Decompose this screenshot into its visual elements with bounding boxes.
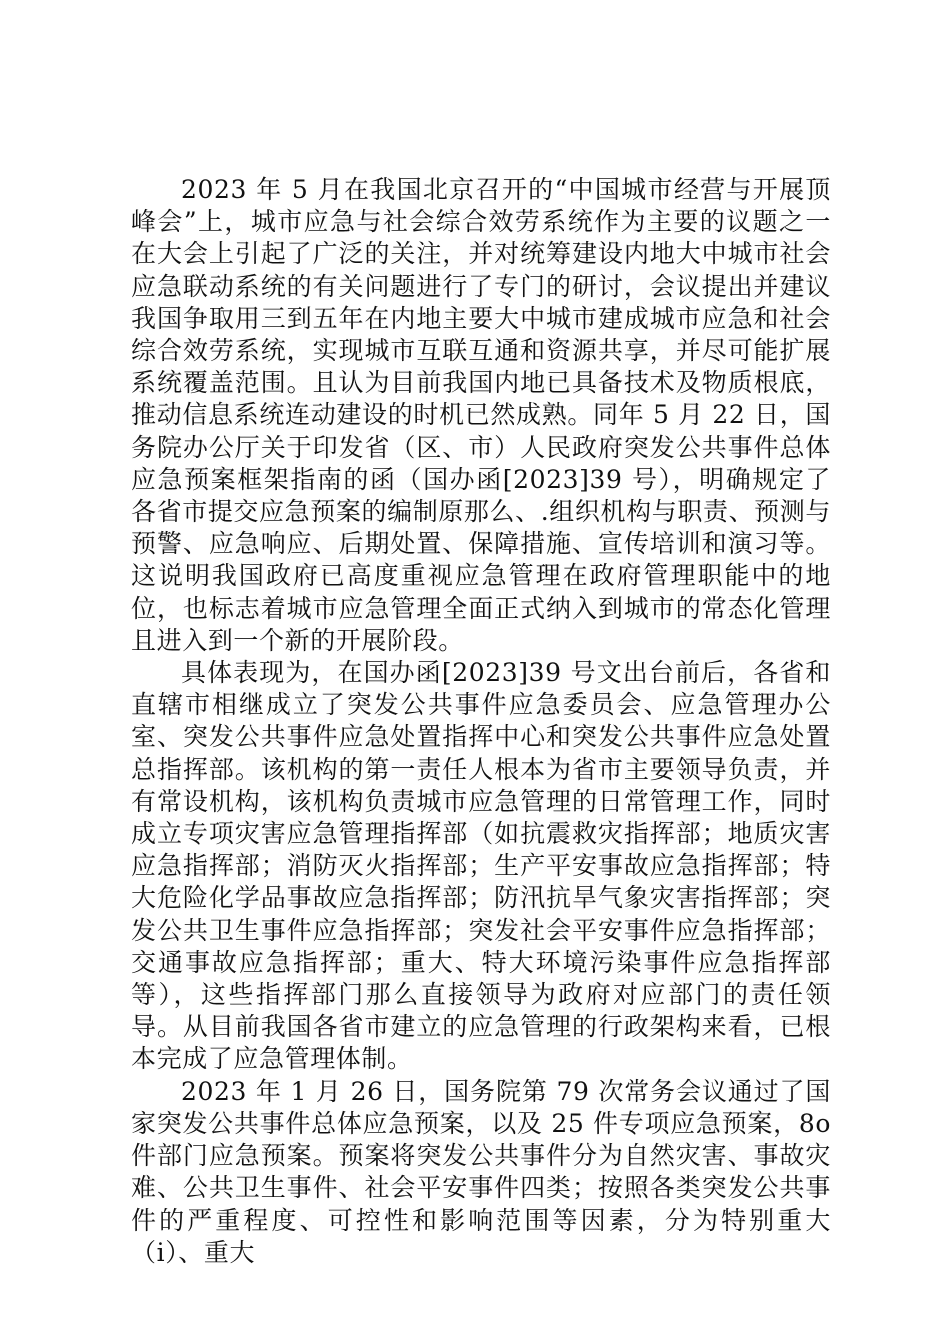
paragraph-2: 具体表现为，在国办函[2023]39 号文出台前后，各省和直辖市相继成立了突发公共事件应急委员会、应急管理办公室、突发公共事件应急处置指挥中心和突发公共事件应急处置总指挥部。该机构的第一责任人根本为省市主要领导负责，并有常设机构，该机构负责城市应急管理的日常管理工作，同时成立专项灾害应急管理指挥部（如抗震救灾指挥部；地质灾害应急指挥部；消防灭火指挥部；生产平安事故应急指挥部；特大危险化学品事故应急指挥部；防汛抗旱气象灾害指挥部；突发公共卫生事件应急指挥部；突发社会平安事件应急指挥部；交通事故应急指挥部；重大、特大环境污染事件应急指挥部等），这些指挥部门那么直接领导为政府对应部门的责任领导。从目前我国各省市建立的应急管理的行政架构来看，已根本完成了应急管理体制。 <box>131 658 831 1074</box>
paragraph-3: 2023 年 1 月 26 日，国务院第 79 次常务会议通过了国家突发公共事件总体应急预案，以及 25 件专项应急预案，8o 件部门应急预案。预案将突发公共事件分为自然灾害、事故灾难、公共卫生事件、社会平安事件四类；按照各类突发公共事件的严重程度、可控性和影响范围等因素，分为特别重大（i）、重大 <box>131 1076 831 1267</box>
document-body <box>131 174 831 1269</box>
paragraph-1: 2023 年 5 月在我国北京召开的“中国城市经营与开展顶峰会”上，城市应急与社会综合效劳系统作为主要的议题之一在大会上引起了广泛的关注，并对统筹建设内地大中城市社会应急联动系统的有关问题进行了专门的研讨，会议提出并建议我国争取用三到五年在内地主要大中城市建成城市应急和社会综合效劳系统，实现城市互联互通和资源共享，并尽可能扩展系统覆盖范围。且认为目前我国内地已具备技术及物质根底，推动信息系统连动建设的时机已然成熟。同年 5 月 22 日，国务院办公厅关于印发省（区、市）人民政府突发公共事件总体应急预案框架指南的函（国办函[2023]39 号），明确规定了各省市提交应急预案的编制原那么、.组织机构与职责、预测与预警、应急响应、后期处置、保障措施、宣传培训和演习等。这说明我国政府已高度重视应急管理在政府管理职能中的地位，也标志着城市应急管理全面正式纳入到城市的常态化管理且进入到一个新的开展阶段。 <box>131 175 831 655</box>
